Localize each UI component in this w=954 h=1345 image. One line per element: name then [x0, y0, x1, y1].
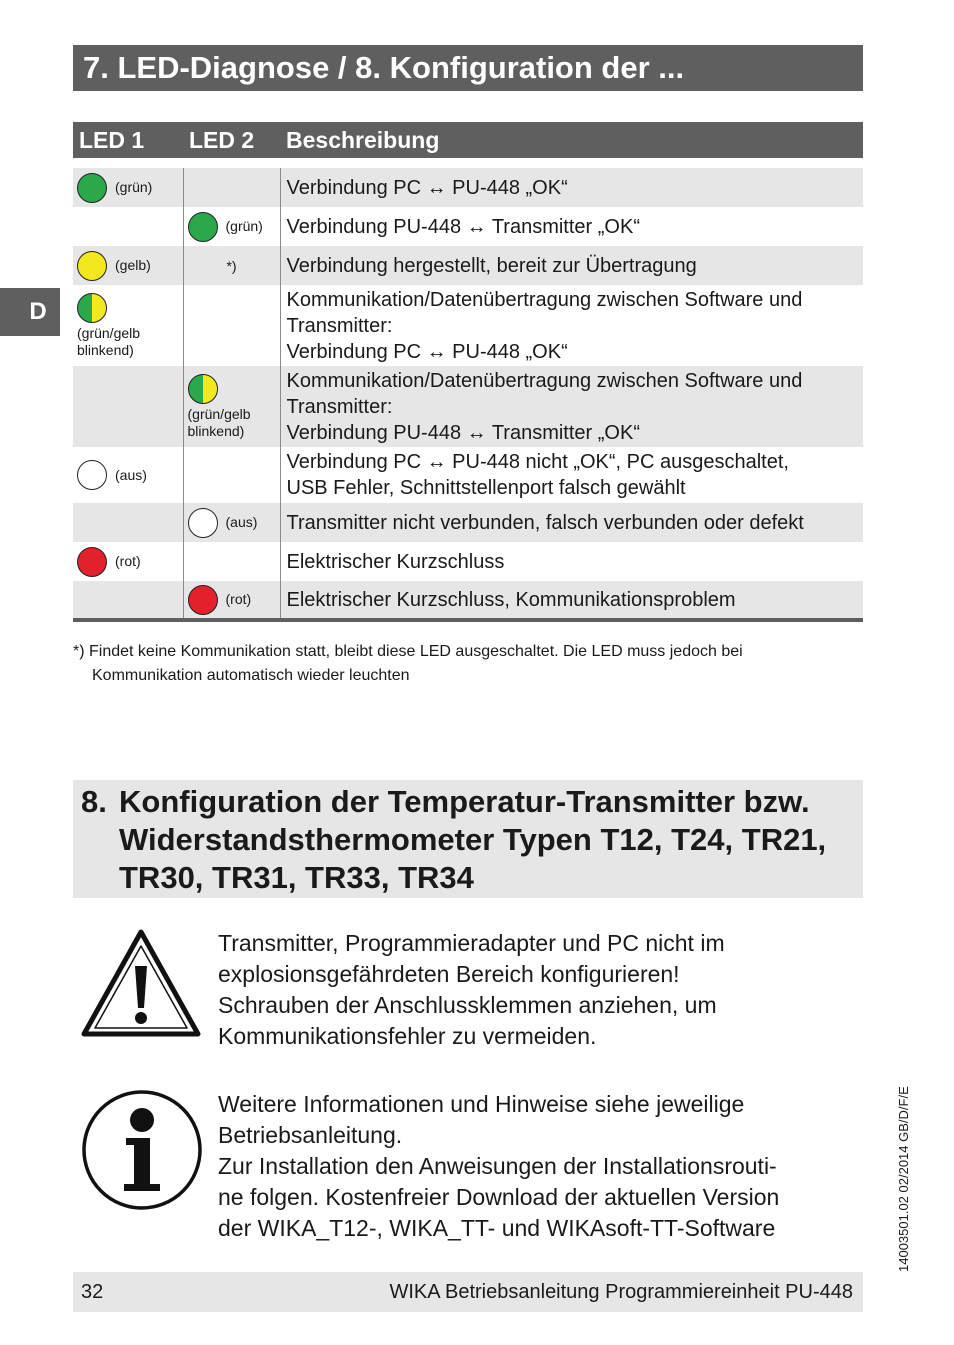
- description-cell: Verbindung PC ↔ PU-448 „OK“: [280, 168, 863, 207]
- led-label: (aus): [115, 466, 147, 483]
- red-led-icon: [188, 585, 218, 615]
- led1-cell: [73, 246, 183, 285]
- led1-cell: [73, 366, 183, 447]
- document-code: 14003501.02 02/2014 GB/D/F/E: [896, 1086, 911, 1272]
- green-led-icon: [77, 173, 107, 203]
- led-label: (gelb): [115, 257, 151, 273]
- off-led-icon: [188, 508, 218, 538]
- info-icon: [80, 1088, 204, 1212]
- page-number: 32: [81, 1281, 104, 1303]
- table-row: [73, 581, 863, 620]
- led2-cell: [183, 542, 280, 581]
- description-cell: Verbindung PU-448 ↔ Transmitter „OK“: [286, 215, 640, 238]
- led1-cell: [73, 447, 183, 503]
- led1-cell: [73, 207, 183, 246]
- page-title: 7. LED-Diagnose / 8. Konfiguration der ...: [73, 45, 863, 91]
- footnote-line: *) Findet keine Kommunikation statt, bleibt diese LED ausgeschaltet. Die LED muss jedoch bei: [73, 643, 743, 660]
- led-label: (grün): [225, 218, 263, 234]
- table-row: [73, 168, 863, 207]
- red-led-icon: [77, 547, 107, 577]
- description-cell: Transmitter nicht verbunden, falsch verbunden oder defekt: [280, 503, 863, 542]
- footer-title: WIKA Betriebsanleitung Programmiereinheit PU-448: [389, 1281, 853, 1303]
- description-cell: Kommunikation/Datenübertragung zwischen Software und Transmitter: Verbindung PU-448 ↔ Transmitter „OK“: [280, 366, 863, 447]
- table-footnote: [73, 640, 863, 688]
- led2-cell: [183, 503, 280, 542]
- info-text: Weitere Informationen und Hinweise siehe jeweilige Betriebsanleitung. Zur Installation den Anweisungen der Installationsrouti- ne folgen. Kostenfreier Download der aktuellen Version der WIKA_T12-, WIKA_TT- und WIKAsoft-TT-Software: [218, 1091, 780, 1241]
- led-label: (grün/gelb blinkend): [77, 324, 141, 358]
- table-row: [73, 246, 863, 285]
- led-label: (grün): [115, 179, 153, 195]
- warning-text: Transmitter, Programmieradapter und PC nicht im explosionsgefährdeten Bereich konfigurieren! Schrauben der Anschlussklemmen anziehen, um Kommunikationsfehler zu vermeiden.: [218, 930, 725, 1049]
- header-led2: LED 2: [183, 122, 280, 158]
- description-cell: Elektrischer Kurzschluss: [286, 550, 505, 573]
- green-yellow-blinking-led-icon: [77, 293, 107, 323]
- header-description: Beschreibung: [280, 122, 863, 158]
- warning-triangle-icon: [80, 928, 202, 1038]
- led-diagnosis-table: [73, 122, 863, 622]
- led1-cell: [73, 542, 183, 581]
- led2-cell: [183, 285, 280, 366]
- led1-cell: [73, 503, 183, 542]
- table-row: [73, 285, 863, 366]
- description-cell: Elektrischer Kurzschluss, Kommunikationsproblem: [280, 581, 863, 620]
- description-cell: Verbindung PC ↔ PU-448 nicht „OK“, PC ausgeschaltet, USB Fehler, Schnittstellenport falsch gewählt: [286, 451, 789, 499]
- led-label: (rot): [115, 553, 141, 569]
- section-heading-line: Widerstandsthermometer Typen T12, T24, TR21,: [119, 822, 827, 857]
- table-row: [73, 366, 863, 447]
- led2-cell: [183, 447, 280, 503]
- footnote-line: Kommunikation automatisch wieder leuchten: [92, 667, 410, 684]
- section-heading-line: TR30, TR31, TR33, TR34: [119, 860, 474, 895]
- language-tab-label: D: [29, 298, 47, 325]
- section-number: 8.: [81, 784, 107, 819]
- led-label: (grün/gelb blinkend): [187, 405, 251, 439]
- language-tab: [0, 288, 60, 336]
- led-label: (aus): [225, 514, 258, 530]
- led2-cell: [183, 366, 280, 447]
- led-label: (rot): [225, 591, 252, 607]
- led1-cell: [73, 168, 183, 207]
- led2-cell: [183, 168, 280, 207]
- green-yellow-blinking-led-icon: [188, 374, 218, 404]
- led2-cell: [183, 207, 280, 246]
- led2-cell: [183, 581, 280, 620]
- table-row: [73, 207, 863, 246]
- section-heading-line: Konfiguration der Temperatur-Transmitter bzw.: [119, 784, 810, 819]
- page-footer: [73, 1272, 863, 1312]
- led1-cell: [73, 285, 183, 366]
- table-row: [73, 447, 863, 503]
- footnote-marker: *): [226, 257, 237, 274]
- led1-cell: [73, 581, 183, 620]
- led2-cell: [183, 246, 280, 285]
- description-cell: Verbindung hergestellt, bereit zur Übertragung: [280, 246, 863, 285]
- off-led-icon: [77, 460, 107, 490]
- table-row: [73, 542, 863, 581]
- table-row: [73, 503, 863, 542]
- yellow-led-icon: [77, 251, 107, 281]
- description-cell: Kommunikation/Datenübertragung zwischen Software und Transmitter: Verbindung PC ↔ PU-448 „OK“: [286, 288, 803, 363]
- table-header-row: [73, 122, 863, 158]
- header-led1: LED 1: [73, 122, 183, 158]
- section-heading: [73, 780, 863, 898]
- green-led-icon: [188, 212, 218, 242]
